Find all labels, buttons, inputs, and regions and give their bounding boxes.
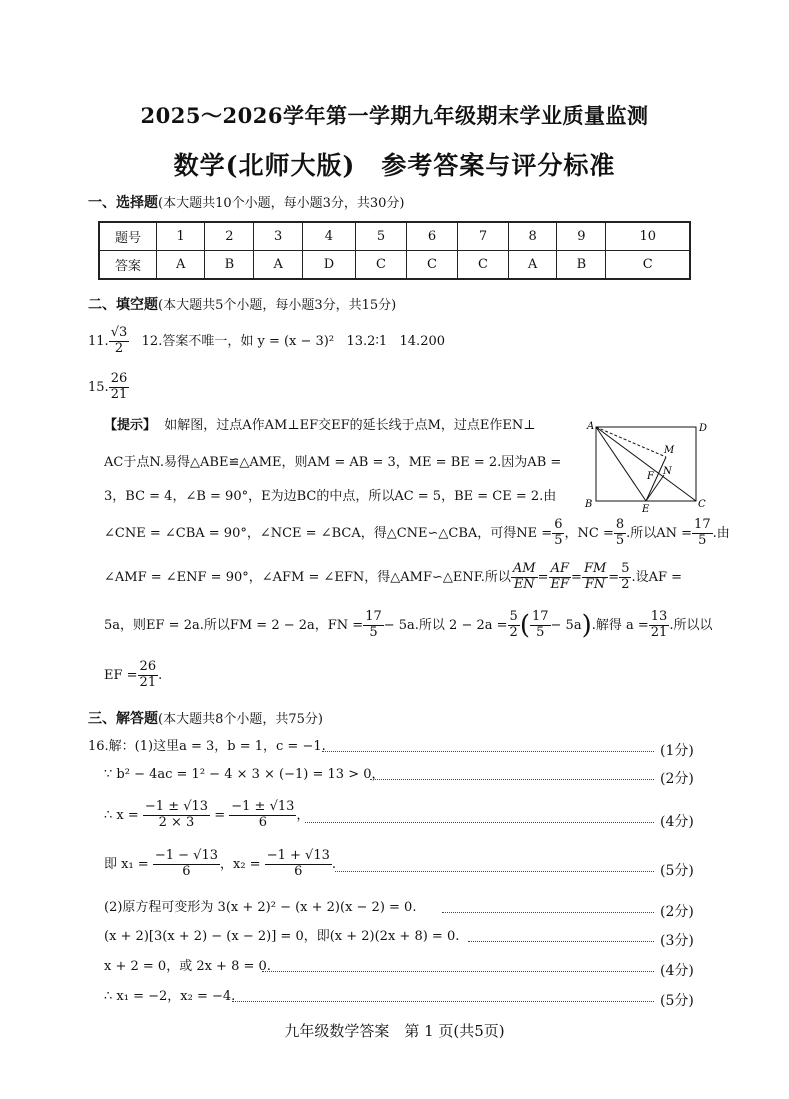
dot-leader	[335, 871, 654, 872]
frac-den: 6	[294, 863, 303, 879]
equals-sign: =	[608, 569, 620, 585]
q11-numerator: √3	[110, 325, 128, 340]
hint-frac-13-21	[649, 610, 670, 641]
score-5: (2分)	[660, 904, 694, 920]
score-1: (1分)	[660, 743, 694, 759]
equals-sign: =	[214, 807, 226, 823]
q16-text-4c: .	[331, 856, 337, 872]
hint-frac-af-ef	[549, 562, 572, 593]
hint-text-5b: .设AF =	[631, 569, 683, 585]
hint-text-4d: .由	[712, 525, 730, 541]
answer-cell: B	[557, 251, 606, 280]
hint-text-6a: 5a，则EF = 2a.所以FM = 2 − 2a，FN =	[104, 617, 364, 633]
hint-text-6d: .解得 a =	[591, 617, 649, 633]
q11-label: 11.	[88, 333, 109, 349]
q16-line-1: 16.解：(1)这里a = 3，b = 1，c = −1.	[88, 739, 326, 754]
hint-line-3: 3，BC = 4，∠B = 90°，E为边BC的中点，所以AC = 5，BE = CE = 2.由	[104, 489, 557, 504]
dot-leader	[262, 971, 654, 972]
q15-answer	[88, 372, 129, 403]
frac-num: 17	[365, 609, 382, 624]
dot-leader	[370, 779, 654, 780]
hint-frac-an	[692, 518, 713, 549]
dot-leader	[232, 1001, 654, 1002]
frac-den: 5	[698, 532, 707, 548]
answer-cell: A	[254, 251, 302, 280]
q16-text-4a: 即 x₁ =	[104, 856, 149, 872]
frac-den: FN	[584, 576, 606, 592]
equals-sign: =	[571, 569, 582, 585]
frac-num: 8	[615, 517, 625, 532]
answer-table-number-row	[99, 222, 690, 251]
score-7: (4分)	[660, 963, 694, 979]
frac-num: −1 ± √13	[231, 799, 295, 814]
hint-frac-5-2	[619, 562, 631, 593]
section-2-heading	[88, 294, 396, 314]
q15-label: 15.	[88, 379, 109, 395]
question-number: 8	[508, 222, 556, 251]
frac-num: −1 ± √13	[144, 799, 209, 814]
label-c: C	[698, 499, 706, 510]
q16-line-8: ∴ x₁ = −2，x₂ = −4.	[104, 989, 236, 1004]
hint-text-7b: .	[158, 667, 163, 683]
hint-text-4b: ，NC =	[564, 525, 614, 541]
frac-num: AM	[512, 561, 536, 576]
hint-line-7	[104, 660, 162, 691]
equals-sign: =	[537, 569, 549, 585]
frac-den: 2	[621, 576, 630, 592]
q15-fraction	[109, 372, 130, 403]
hint-text-7a: EF =	[104, 667, 138, 683]
label-b: B	[585, 499, 593, 510]
geometry-figure	[584, 417, 714, 517]
hint-line-1	[104, 419, 536, 432]
q16-frac-x1	[153, 849, 220, 880]
section-1-heading	[88, 192, 405, 212]
hint-line-6	[104, 610, 712, 641]
frac-num: −1 + √13	[266, 848, 330, 863]
frac-den: 2	[509, 624, 518, 640]
answer-cell: C	[407, 251, 458, 280]
q12-answer: 12.答案不唯一，如 y = (x − 3)²	[141, 333, 335, 349]
frac-num: 17	[531, 609, 549, 624]
question-number: 9	[557, 222, 606, 251]
diagonal-ac	[596, 427, 696, 501]
hint-frac-ne	[552, 518, 564, 549]
hint-text-1: 如解图，过点A作AM⊥EF交EF的延长线于点M，过点E作EN⊥	[164, 418, 536, 433]
q16-text-3a: ∴ x =	[104, 807, 139, 823]
section-1-desc: (本大题共10个小题，每小题3分，共30分)	[158, 196, 405, 211]
frac-den: 6	[258, 814, 267, 830]
question-number: 5	[356, 222, 407, 251]
hint-line-5	[104, 562, 682, 593]
answer-table-a-label: 答案	[99, 251, 157, 280]
frac-num: FM	[583, 561, 607, 576]
hint-text-6c: − 5a	[550, 617, 582, 633]
page-footer: 九年级数学答案 第 1 页(共5页)	[284, 1022, 505, 1040]
q16-frac-1	[143, 800, 210, 831]
label-e: E	[642, 504, 650, 515]
question-number: 1	[157, 222, 205, 251]
frac-den: 21	[139, 674, 157, 690]
hint-frac-nc	[614, 518, 626, 549]
q16-frac-x2	[265, 849, 332, 880]
answer-cell: C	[457, 251, 508, 280]
page-title: 2025～2026学年第一学期九年级期末学业质量监测	[140, 103, 649, 128]
hint-frac-26-21	[138, 660, 159, 691]
q16-text-3b: ，	[296, 807, 310, 823]
q16-frac-2	[229, 800, 296, 831]
answer-cell: A	[157, 251, 205, 280]
frac-num: 17	[694, 517, 711, 532]
frac-den: 5	[536, 624, 545, 640]
q16-line-5: (2)原方程可变形为 3(x + 2)² − (x + 2)(x − 2) = 0.	[104, 900, 417, 915]
q15-denominator: 21	[110, 386, 128, 402]
q16-line-4	[104, 849, 336, 880]
q16-line-7: x + 2 = 0，或 2x + 8 = 0.	[104, 959, 271, 974]
q16-line-3	[104, 800, 309, 831]
frac-num: 13	[650, 609, 668, 624]
frac-den: 5	[554, 532, 563, 548]
answer-cell: A	[508, 251, 556, 280]
hint-text-6e: .所以以	[669, 617, 713, 633]
dot-leader	[468, 941, 654, 942]
score-3: (4分)	[660, 814, 694, 830]
frac-den: 2 × 3	[158, 814, 195, 830]
answer-table-answer-row	[99, 251, 690, 280]
frac-num: 5	[509, 609, 518, 624]
label-m: M	[664, 445, 675, 456]
q11-fraction	[109, 326, 130, 357]
q11-denominator: 2	[114, 340, 124, 356]
answer-cell: C	[606, 251, 690, 280]
hint-line-2: AC于点N.易得△ABE≌△AME，则AM = AB = 3，ME = BE = 2.因为AB =	[104, 455, 562, 470]
question-number: 4	[302, 222, 355, 251]
frac-num: AF	[549, 562, 572, 578]
section-2-desc: (本大题共5个小题，每小题3分，共15分)	[158, 298, 397, 313]
hint-text-4c: .所以AN =	[626, 525, 693, 541]
hint-frac-fm-fn	[582, 562, 608, 593]
question-number: 3	[254, 222, 302, 251]
frac-den: 5	[615, 532, 625, 548]
label-f: F	[647, 471, 654, 482]
q16-text-4b: ，x₂ =	[220, 856, 261, 872]
q16-line-2: ∵ b² − 4ac = 1² − 4 × 3 × (−1) = 13 > 0，	[104, 767, 385, 782]
answer-cell: D	[302, 251, 355, 280]
q15-numerator: 26	[110, 371, 128, 386]
answer-cell: B	[205, 251, 254, 280]
section-3-heading	[88, 708, 323, 728]
frac-den: 5	[369, 624, 378, 640]
q14-answer: 14.200	[399, 333, 446, 349]
frac-num: 6	[554, 517, 563, 532]
section-2-label: 二、填空题	[88, 297, 158, 313]
label-d: D	[699, 423, 708, 434]
score-4: (5分)	[660, 863, 694, 879]
question-number: 2	[205, 222, 254, 251]
hint-frac-am-en	[511, 562, 538, 593]
answer-table-q-label: 题号	[99, 222, 157, 251]
question-number: 6	[407, 222, 458, 251]
hint-line-4	[104, 518, 730, 549]
right-paren: )	[581, 610, 592, 641]
q13-answer: 13.2∶1	[346, 333, 388, 349]
dot-leader	[442, 912, 654, 913]
section-1-label: 一、选择题	[88, 195, 158, 211]
score-2: (2分)	[660, 771, 694, 787]
hint-text-5a: ∠AMF = ∠ENF = 90°，∠AFM = ∠EFN，得△AMF∽△ENF.所以	[104, 569, 511, 585]
question-number: 10	[606, 222, 690, 251]
hint-text-6b: − 5a.所以 2 − 2a =	[383, 617, 508, 633]
label-n: N	[663, 466, 672, 477]
frac-num: 26	[139, 659, 157, 674]
fill-answers-row	[88, 326, 445, 357]
section-3-desc: (本大题共8个小题，共75分)	[158, 712, 323, 727]
label-a: A	[587, 421, 595, 432]
score-6: (3分)	[660, 933, 694, 949]
frac-den: EN	[513, 576, 535, 592]
hint-frac-17-5	[363, 610, 384, 641]
hint-frac-17-5b	[530, 610, 551, 641]
q16-line-6: (x + 2)[3(x + 2) − (x − 2)] = 0，即(x + 2)(2x + 8) = 0.	[104, 929, 460, 944]
frac-den: 21	[650, 624, 668, 640]
hint-label: 【提示】	[104, 418, 157, 433]
answer-table	[98, 221, 691, 280]
frac-den: EF	[550, 576, 570, 592]
question-number: 7	[457, 222, 508, 251]
frac-num: −1 − √13	[154, 848, 218, 863]
score-8: (5分)	[660, 993, 694, 1009]
page-subtitle: 数学(北师大版) 参考答案与评分标准	[173, 151, 616, 180]
dot-leader	[322, 751, 654, 752]
answer-cell: C	[356, 251, 407, 280]
left-paren: (	[519, 610, 530, 641]
section-3-label: 三、解答题	[88, 711, 158, 727]
hint-text-4a: ∠CNE = ∠CBA = 90°，∠NCE = ∠BCA，得△CNE∽△CBA，可得NE =	[104, 525, 553, 541]
hint-frac-5-2b	[508, 610, 520, 641]
frac-num: 5	[621, 561, 630, 576]
dot-leader	[305, 822, 654, 823]
frac-den: 6	[182, 863, 191, 879]
